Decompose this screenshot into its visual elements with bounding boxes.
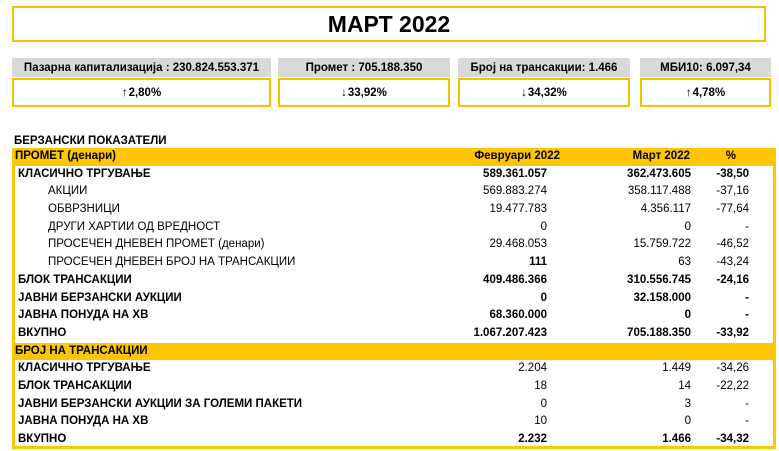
march-value: 310.556.745 [627,273,691,286]
percent-change: -43,24 [716,256,749,269]
arrow-down-icon: ↓ [521,86,527,99]
march-value: 0 [684,309,691,322]
percent-change: -38,50 [716,167,749,180]
table-row [12,307,776,325]
march-value: 3 [684,397,691,410]
percent-change: -34,26 [716,362,749,375]
row-label: ДРУГИ ХАРТИИ ОД ВРЕДНОСТ [48,220,221,233]
march-value: 1.449 [662,362,691,375]
percent-change: - [745,397,749,410]
march-value: 0 [684,415,691,428]
february-value: 18 [534,379,547,392]
percent-change: -34,32 [716,433,749,445]
february-value: 0 [540,397,547,410]
kpi-market-cap-label: Пазарна капитализација : 230.824.553.371 [12,58,271,77]
row-label: КЛАСИЧНО ТРГУВАЊЕ [18,362,151,375]
table-row [12,396,776,414]
march-value: 15.759.722 [633,238,691,251]
row-label: ЈАВНА ПОНУДА НА ХВ [18,309,149,322]
february-value: 569.883.274 [483,185,547,198]
arrow-up-icon: ↑ [121,86,128,99]
table-row [12,272,776,290]
february-value: 19.477.783 [489,203,547,216]
percent-change: - [745,291,749,304]
indicators-table [12,148,776,449]
table-row [12,378,776,396]
row-label: ЈАВНИ БЕРЗАНСКИ АУКЦИИ ЗА ГОЛЕМИ ПАКЕТИ [18,397,303,410]
march-value: 4.356.117 [640,203,691,216]
percent-change: -46,52 [716,238,749,251]
kpi-turnover-label: Промет : 705.188.350 [278,58,450,77]
february-value: 10 [534,415,547,428]
section-title: БЕРЗАНСКИ ПОКАЗАТЕЛИ [14,135,167,147]
march-value: 1.466 [662,433,691,445]
february-value: 68.360.000 [489,309,547,322]
table-row [12,290,776,308]
table-row [12,254,776,272]
transactions-header-row: БРОЈ НА ТРАНСАКЦИИ [12,343,776,361]
kpi-transactions-label: Број на трансакции: 1.466 [458,58,630,77]
march-value: 362.473.605 [627,167,691,180]
arrow-up-icon: ↑ [685,86,692,99]
table-row [12,431,776,449]
percent-change: - [745,220,749,233]
february-value: 29.468.053 [489,238,547,251]
february-value: 589.361.057 [483,167,547,180]
kpi-mbi10-label: МБИ10: 6.097,34 [640,58,771,77]
row-label: ПРОСЕЧЕН ДНЕВЕН БРОЈ НА ТРАНСАКЦИИ [48,256,296,269]
february-value: 2.204 [518,362,547,375]
table-row [12,201,776,219]
row-label: ЈАВНИ БЕРЗАНСКИ АУКЦИИ [18,291,182,304]
turnover-header-row: ПРОМЕТ (денари) Февруари 2022 Март 2022 % [12,148,776,166]
percent-change: -22,22 [716,379,749,392]
table-row [12,360,776,378]
row-label: ЈАВНА ПОНУДА НА ХВ [18,415,149,428]
row-label: КЛАСИЧНО ТРГУВАЊЕ [18,167,151,180]
table-row [12,183,776,201]
march-value: 0 [684,220,691,233]
kpi-mbi10-change: ↑ 4,78% [640,78,771,107]
percent-change: -37,16 [716,185,749,198]
percent-change: -33,92 [716,326,749,339]
row-label: ВКУПНО [18,433,67,445]
february-value: 1.067.207.423 [473,326,547,339]
row-label: БЛОК ТРАНСАКЦИИ [18,273,132,286]
percent-change: -77,64 [716,203,749,216]
table-row [12,236,776,254]
february-value: 0 [540,220,547,233]
kpi-market-cap-change: ↑ 2,80% [12,78,271,107]
row-label: ВКУПНО [18,326,67,339]
march-value: 32.158.000 [633,291,691,304]
percent-change: - [745,309,749,322]
arrow-down-icon: ↓ [341,86,347,99]
march-value: 705.188.350 [627,326,691,339]
march-value: 63 [678,256,691,269]
table-row [12,413,776,431]
march-value: 14 [678,379,691,392]
page-title: МАРТ 2022 [12,6,766,42]
percent-change: - [745,415,749,428]
march-value: 358.117.488 [627,185,691,198]
kpi-transactions-change: ↓ 34,32% [458,78,630,107]
february-value: 409.486.366 [483,273,547,286]
row-label: АКЦИИ [48,185,88,198]
percent-change: -24,16 [716,273,749,286]
row-label: ПРОСЕЧЕН ДНЕВЕН ПРОМЕТ (денари) [48,238,265,251]
table-row [12,325,776,343]
february-value: 0 [540,291,547,304]
row-label: БЛОК ТРАНСАКЦИИ [18,379,132,392]
table-row [12,219,776,237]
february-value: 111 [529,256,547,269]
row-label: ОБВРЗНИЦИ [48,203,120,216]
february-value: 2.232 [518,433,547,445]
kpi-turnover-change: ↓ 33,92% [278,78,450,107]
table-row [12,166,776,184]
